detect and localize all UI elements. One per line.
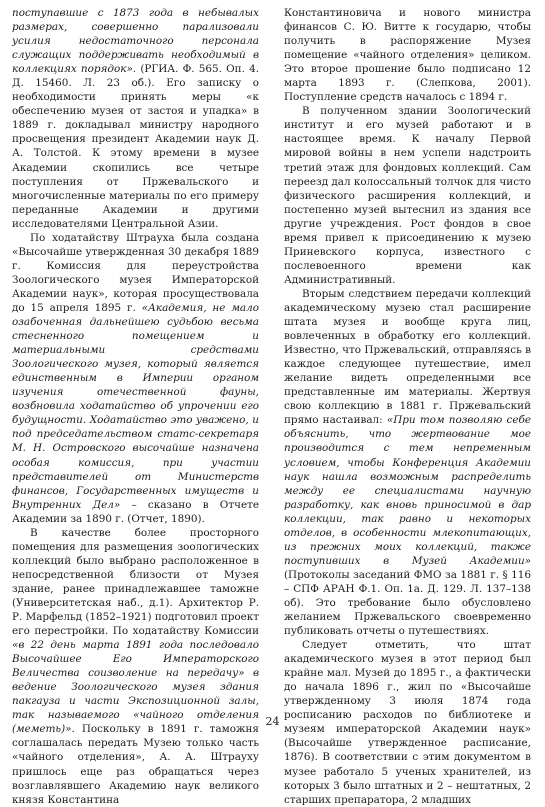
body-text: (РГИА. Ф. 565. Оп. 4. Д. 15460. Л. 23 об.). Его записку о необходимости принять меры «к обеспечению музея от застоя и упадка» в 1889 г. докладывал министру народного просвещения президент Академии наук Д. А. Толстой. К этому времени в музее Академии скопились все четыре поступления от Пржевальского и многочисленные материалы по его примеру переданные Академии и другими исследователями Центральной Азии. — [12, 63, 260, 230]
body-text: Вторым следствием передачи коллекций академическому музею стал расширение штата музея и вообще круга лиц, вовлеченных в обработку его коллекций. Известно, что Пржевальский, отправляясь в каждое следующее путешествие, имел желание видеть определенными все представленные им материалы. Жертвуя свою коллекцию в 1881 г. Пржевальский прямо настаивал: — [284, 287, 531, 427]
quotation-text: поступавшие с 1873 года в небывалых размерах, совершенно парализовали усилия недостаточного персонала служащих поддерживать необходимый в коллекциях порядок». — [12, 7, 259, 76]
page-number: 24 — [265, 715, 280, 728]
body-text: – сказано в Отчете Академии за 1890 г. (Отчет, 1890). — [12, 498, 259, 525]
body-text: Константиновича и нового министра финансов С. Ю. Витте к государю, чтобы получить в распоряжение Музея помещение «чайного отделения» целиком. Это второе прошение было подписано 12 марта 1893 г. (Слепкова, 2001). Поступление средств началось с 1894 г. — [284, 7, 531, 104]
left-column-paragraph — [12, 526, 259, 807]
body-text: (Протоколы заседаний ФМО за 1881 г. § 116 – СПФ АРАН Ф.1. Оп. 1а. Д. 129. Л. 137–138 об). Это требование было обусловлено желанием Пржевальского своевременно публиковать отчеты о путешествиях. — [284, 568, 531, 638]
right-column-paragraph — [284, 104, 531, 287]
quotation-text: «в 22 день марта 1891 года последовало Высочайшее Его Императорского Величества соизволение на передачу» в ведение Зоологического музея здания пакгауза и части Экспозиционной залы, так называемого «чайного отделения (меметь)». — [12, 639, 259, 736]
body-text: Следует отметить, что штат академического музея в этот период был крайне мал. Музей до 1895 г., а фактически до начала 1896 г., жил по «Высочайше утвержденному 3 июля 1874 года росписанию расходов по библиотеке и музеям императорской Академии наук» (Высочайше утвержденное расписание, 1876). В соответствии с этим документом в музее работало 5 ученых хранителей, из которых 3 было штатных и 2 – нештатных, 2 старших препаратора, 2 младших — [284, 639, 531, 806]
left-column-paragraph — [12, 231, 259, 526]
quotation-text: «Академия, не мало озабоченная дальнейшею судьбою весьма стесненного помещением и материальными средствами Зоологического музея, который является единственным в Империи органом изучения отечественной фауны, возбновила ходатайство об упрочении его будущности. Ходатайство это уважено, и под председательством статс-секретаря М. Н. Островского высочайше назначена особая комиссия, при участии представителей от Министерств финансов, Государственных имуществ и Внутренних Дел» — [12, 301, 260, 511]
right-column-paragraph — [284, 287, 531, 638]
left-column-paragraph — [12, 6, 259, 231]
quotation-text: «При том позволяю себе объяснить, что жертвование мое производится с тем непременным условием, чтобы Конференция Академии наук нашла возможным распределить между ее специалистами научную разработку, как вновь приносимой в дар коллекции, так равно и некоторых отделов, в особенности млекопитающих, из прежних моих коллекций, также поступивших в Музей Академии» — [284, 414, 532, 567]
body-text: Поскольку в 1891 г. таможня соглашалась передать Музею только часть «чайного отделения», А. А. Штрауху пришлось еще раз обращаться через возглавлявшего Академию наук великого князя Константина — [12, 723, 259, 806]
right-column — [284, 6, 531, 807]
right-column-paragraph — [284, 6, 531, 104]
body-text: По ходатайству Штрауха была создана «Высочайше утвержденная 30 декабря 1889 г. Комиссия для переустройства Зоологического музея Императорской Академии наук», которая просуществовала до 15 апреля 1895 г. — [12, 231, 259, 314]
body-text: В качестве более просторного помещения для размещения зоологических коллекций было выбрано расположенное в непосредственной близости от Музея здание, ранее принадлежавшее таможне (Университетская наб., д.1). Архитектор Р. Р. Марфельд (1852–1921) подготовил проект его перестройки. По ходатайству Комиссии — [12, 526, 260, 638]
body-text: В полученном здании Зоологический институт и его музей работают и в настоящее время. К началу Первой мировой войны в нем успели надстроить третий этаж для фондовых коллекций. Сам переезд дал колоссальный толчок для чисто физического расширения коллекций, и постепенно музей вытеснил из здания все другие учреждения. Рост фондов в свое время привел к присоединению к музею Приневского корпуса, известного с послевоенного времени как Административный. — [284, 105, 532, 286]
left-column — [12, 6, 259, 807]
